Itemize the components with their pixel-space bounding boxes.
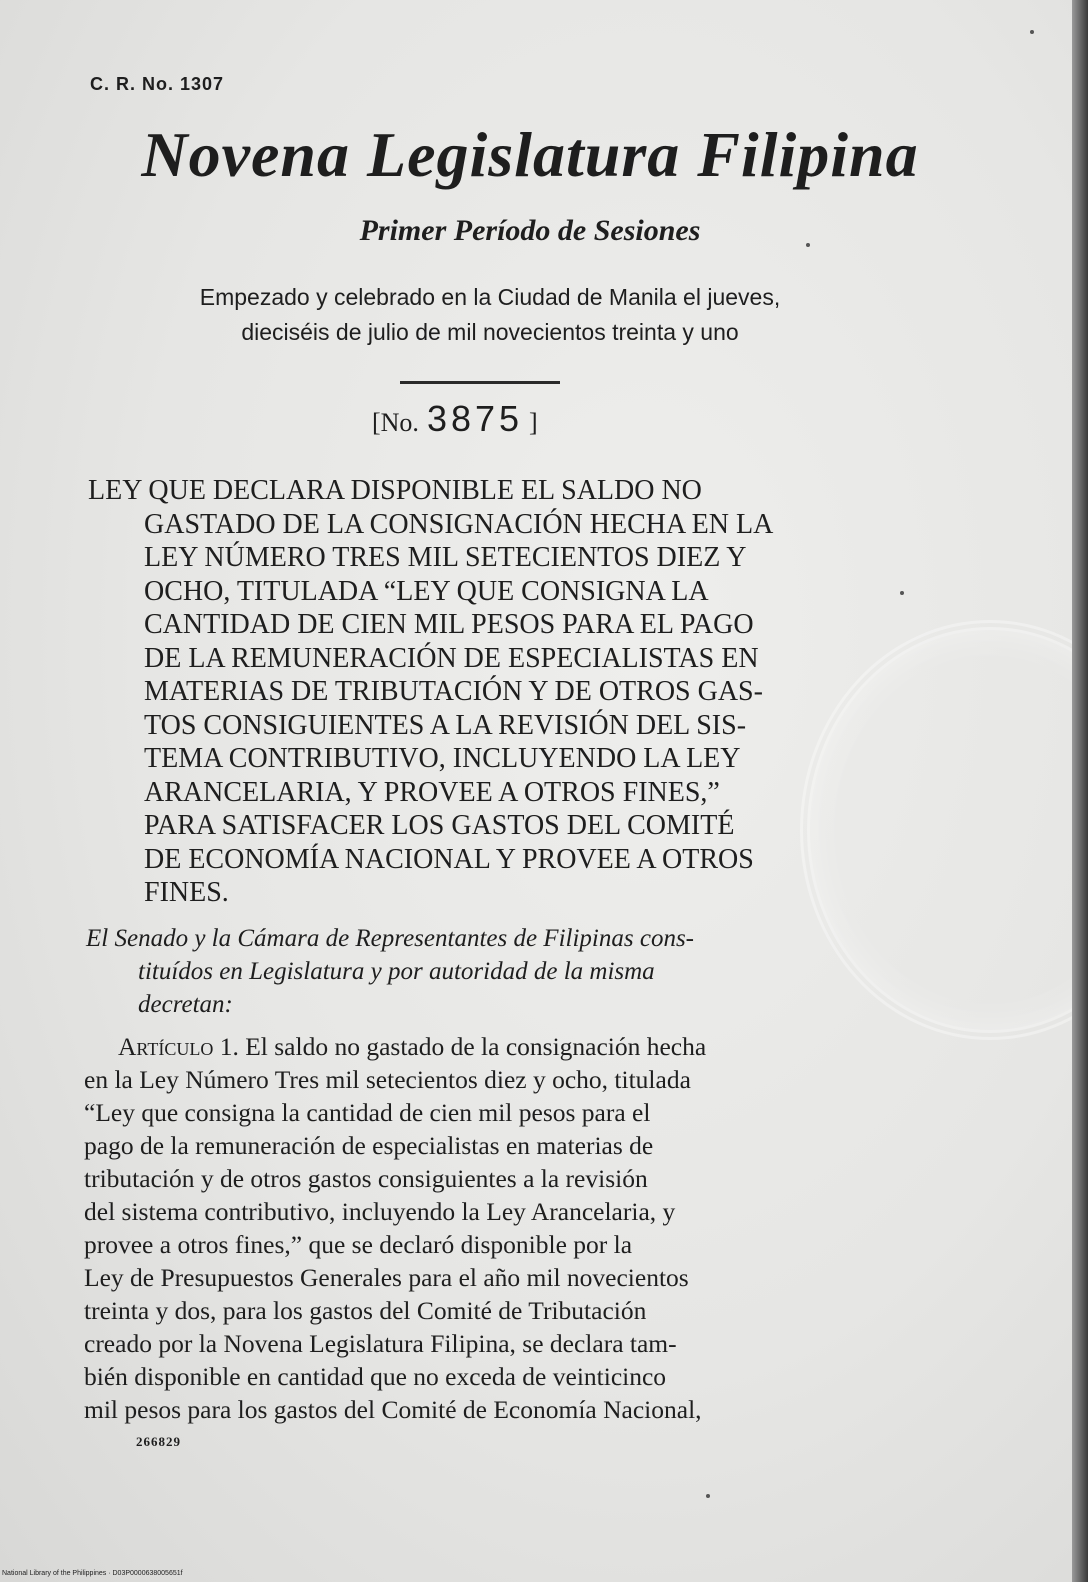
caption-line: OCHO, TITULADA “LEY QUE CONSIGNA LA: [144, 575, 709, 607]
speck: [1030, 30, 1034, 34]
article-line: treinta y dos, para los gastos del Comité de Tributación: [84, 1296, 647, 1325]
caption-line: DE LA REMUNERACIÓN DE ESPECIALISTAS EN: [144, 642, 759, 674]
enacting-line: tituídos en Legislatura y por autoridad de la misma: [138, 958, 655, 985]
caption-line: LEY NÚMERO TRES MIL SETECIENTOS DIEZ Y: [144, 542, 747, 573]
caption-line: ARANCELARIA, Y PROVEE A OTROS FINES,”: [144, 776, 720, 808]
enacting-line: El Senado y la Cámara de Representantes de Filipinas cons-: [86, 925, 694, 952]
intro-line: Empezado y celebrado en la Ciudad de Manila el jueves,: [199, 284, 781, 310]
speck: [706, 1494, 710, 1498]
caption-line: DE ECONOMÍA NACIONAL Y PROVEE A OTROS: [144, 843, 754, 875]
enacting-line: decretan:: [138, 991, 233, 1018]
intro-line: dieciséis de julio de mil novecientos treinta y uno: [241, 319, 739, 345]
law-caption: [88, 474, 886, 910]
article-line: Ley de Presupuestos Generales para el año mil novecientos: [84, 1263, 689, 1292]
article-line: “Ley que consigna la cantidad de cien mil pesos para el: [84, 1098, 651, 1127]
article-line: mil pesos para los gastos del Comité de Economía Nacional,: [84, 1395, 702, 1424]
article-line: bién disponible en cantidad que no exceda de veinticinco: [84, 1362, 667, 1391]
caption-line: MATERIAS DE TRIBUTACIÓN Y DE OTROS GAS-: [144, 676, 763, 707]
cr-number: C. R. No. 1307: [90, 74, 225, 94]
article-line: del sistema contributivo, incluyendo la Ley Arancelaria, y: [84, 1197, 676, 1226]
law-number: [372, 398, 538, 440]
session-subtitle: Primer Período de Sesiones: [359, 214, 701, 247]
law-number-value: 3875: [426, 398, 524, 439]
article-first-text: El saldo no gastado de la consignación hecha: [245, 1032, 707, 1061]
archive-caption: National Library of the Philippines · D03P0000638005651f: [2, 1570, 183, 1577]
caption-line: GASTADO DE LA CONSIGNACIÓN HECHA EN LA: [144, 508, 774, 540]
caption-line: PARA SATISFACER LOS GASTOS DEL COMITÉ: [144, 810, 735, 841]
law-number-suffix: ]: [529, 408, 538, 437]
caption-line: TEMA CONTRIBUTIVO, INCLUYENDO LA LEY: [144, 743, 741, 774]
article-label: Artículo 1.: [118, 1032, 239, 1061]
article-line: en la Ley Número Tres mil setecientos diez y ocho, titulada: [84, 1065, 691, 1094]
article-first-line: [84, 1030, 886, 1063]
speck: [900, 591, 904, 595]
page-edge-shadow: [1072, 0, 1088, 1582]
caption-line: LEY QUE DECLARA DISPONIBLE EL SALDO NO: [88, 475, 702, 506]
article-line: provee a otros fines,” que se declaró disponible por la: [84, 1230, 633, 1259]
caption-line: FINES.: [144, 877, 229, 908]
caption-line: CANTIDAD DE CIEN MIL PESOS PARA EL PAGO: [144, 609, 754, 640]
document-title: Novena Legislatura Filipina: [141, 119, 919, 190]
enacting-clause: [86, 922, 888, 1021]
session-intro: [0, 280, 990, 350]
article-one: [84, 1030, 886, 1426]
speck: [806, 243, 810, 247]
law-number-prefix: [No.: [372, 408, 419, 437]
caption-line: TOS CONSIGUIENTES A LA REVISIÓN DEL SIS-: [144, 709, 747, 741]
divider-rule: [400, 381, 560, 384]
article-line: creado por la Novena Legislatura Filipina, se declara tam-: [84, 1329, 677, 1358]
article-line: tributación y de otros gastos consiguientes a la revisión: [84, 1164, 648, 1193]
article-line: pago de la remuneración de especialistas en materias de: [84, 1131, 654, 1160]
print-code: 266829: [136, 1434, 181, 1449]
